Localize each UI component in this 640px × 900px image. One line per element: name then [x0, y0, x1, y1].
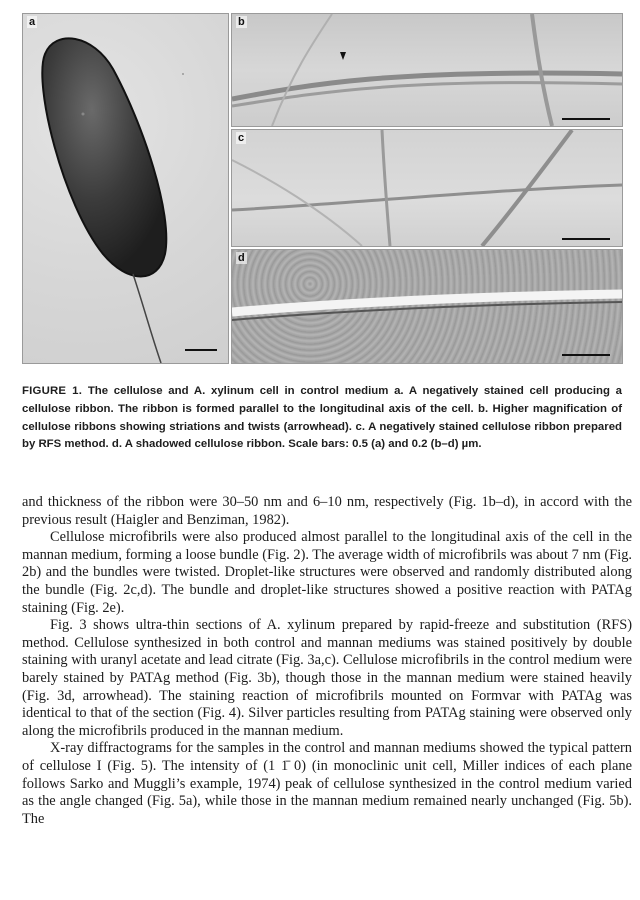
- paragraph: and thickness of the ribbon were 30–50 nm and 6–10 nm, respectively (Fig. 1b–d), in accord with the previous result (Haigler and Benziman, 1982).: [22, 494, 632, 528]
- scale-bar: [562, 118, 610, 120]
- paragraph: X-ray diffractograms for the samples in the control and mannan mediums showed the typical pattern of cellulose I (Fig. 5). The intensity of (1 1̄ 0) (in monoclinic unit cell, Miller indices of each plane follows Sarko and Muggli’s example, 1974) peak of cellulose synthesized in the control medium varied as the angle changed (Fig. 5a), while those in the mannan medium remained nearly unchanged (Fig. 5b). The: [22, 740, 632, 827]
- panel-label-d: d: [238, 252, 245, 264]
- paragraph: Fig. 3 shows ultra-thin sections of A. xylinum prepared by rapid-freeze and substitution (RFS) method. Cellulose synthesized in both control and mannan mediums was stained positively by double staining with uranyl acetate and lead citrate (Fig. 3a,c). Cellulose microfibrils in the control medium were barely stained by PATAg method (Fig. 3b), though those in the mannan medium were stained heavily (Fig. 3d, arrowhead). The staining reaction of microfibrils mounted on Formvar with PATAg was identical to that of the section (Fig. 4). Silver particles resulting from PATAg staining were observed only along the microfibrils produced in the mannan medium.: [22, 617, 632, 739]
- figure-panel-d: [231, 249, 623, 364]
- panel-label-c: c: [238, 132, 245, 144]
- cell-micrograph: [23, 14, 228, 363]
- scale-bar: [562, 238, 610, 240]
- scale-bar: [562, 354, 610, 356]
- figure-panel-a: [22, 13, 229, 364]
- arrowhead-icon: [340, 52, 346, 60]
- ribbon-micrograph-b: [232, 14, 622, 126]
- panel-label-a: a: [29, 16, 36, 28]
- panel-label-b: b: [238, 16, 245, 28]
- figure-panel-c: [231, 129, 623, 247]
- paragraph: Cellulose microfibrils were also produced almost parallel to the longitudinal axis of the cell in the mannan medium, forming a loose bundle (Fig. 2). The average width of microfibrils was about 7 nm (Fig. 2b) and the bundles were twisted. Droplet-like structures were observed and randomly distributed along the bundle (Fig. 2c,d). The bundle and droplet-like structures showed a positive reaction with PATAg staining (Fig. 2e).: [22, 529, 633, 616]
- figure-caption: [22, 383, 622, 454]
- ribbon-micrograph-d: [232, 250, 622, 363]
- figure-panel-b: [231, 13, 623, 127]
- body-text: [22, 494, 632, 828]
- figure-caption-label: FIGURE 1.: [22, 385, 83, 397]
- figure-caption-text: The cellulose and A. xylinum cell in control medium a. A negatively stained cell producing a cellulose ribbon. The ribbon is formed parallel to the longitudinal axis of the cell. b. Higher magnification of cellulose ribbons showing striations and twists (arrowhead). c. A negatively stained cellulose ribbon prepared by RFS method. d. A shadowed cellulose ribbon. Scale bars: 0.5 (a) and 0.2 (b–d) µm.: [22, 385, 622, 451]
- ribbon-micrograph-c: [232, 130, 622, 246]
- scale-bar: [185, 349, 217, 351]
